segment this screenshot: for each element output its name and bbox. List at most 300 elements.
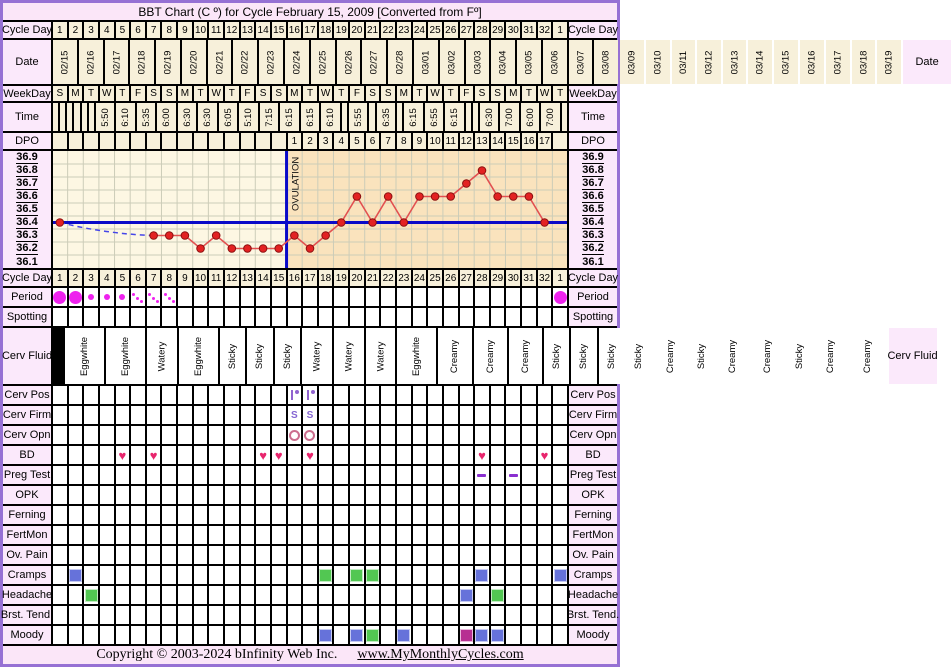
spotting-cell	[522, 308, 536, 326]
cerv_firm-cell	[506, 406, 520, 424]
cerv_firm-cell	[460, 406, 474, 424]
time-value: 6:30	[202, 107, 213, 127]
cerv_pos-cell	[84, 386, 98, 404]
cerv_pos-cell	[475, 386, 489, 404]
preg_test-cell	[350, 466, 364, 484]
opk-cell	[506, 486, 520, 504]
brst_tend-cell	[241, 606, 255, 624]
cerv_opn-cell	[413, 426, 427, 444]
row-cerv_pos	[3, 386, 617, 404]
time-value: 6:55	[428, 107, 440, 127]
cerv_firm-cell	[334, 406, 348, 424]
ferning-cell	[460, 506, 474, 524]
time-value: 6:10	[325, 107, 336, 127]
row-label-fertmon: FertMon	[3, 526, 51, 544]
opk-cell	[241, 486, 255, 504]
cramps-cell	[553, 566, 567, 584]
moody-cell	[522, 626, 536, 644]
cerv_opn-cell	[444, 426, 458, 444]
temp-point	[165, 232, 173, 240]
ov_pain-cell	[194, 546, 208, 564]
fertmon-cell	[225, 526, 239, 544]
cycle-day-top-cell: 7	[147, 22, 161, 38]
cycle-day-bottom-cell: 5	[116, 270, 130, 286]
cramps-cell	[178, 566, 192, 584]
preg_test-cell	[194, 466, 208, 484]
row-moody	[3, 626, 617, 644]
weekday-cell: M	[397, 86, 411, 101]
bd-cell	[131, 446, 145, 464]
date-cell	[130, 40, 154, 84]
headache-cell	[209, 586, 223, 604]
cerv_pos-cell	[209, 386, 223, 404]
date-cell	[672, 40, 695, 84]
cycle-day-top-cell: 18	[319, 22, 333, 38]
ferning-cell	[209, 506, 223, 524]
date-value: 03/18	[857, 50, 869, 74]
row-label-ov_pain: Ov. Pain	[569, 546, 617, 564]
row-label-opk: OPK	[569, 486, 617, 504]
opk-cell	[428, 486, 442, 504]
cerv_opn-cell	[506, 426, 520, 444]
cramps-cell	[413, 566, 427, 584]
brst_tend-cell	[491, 606, 505, 624]
date-cell	[182, 40, 206, 84]
date-value: 02/28	[394, 50, 406, 74]
cerv_fluid-cell	[106, 328, 145, 384]
row-label-headache: Headache	[569, 586, 617, 604]
cerv_pos-cell	[460, 386, 474, 404]
date-value: 03/03	[471, 50, 483, 74]
moody-cell	[475, 626, 489, 644]
headache-cell	[256, 586, 270, 604]
symptom-square-icon	[320, 630, 331, 641]
cycle-day-top-cell: 9	[178, 22, 192, 38]
time-value: 6:10	[120, 107, 131, 127]
bd-cell	[53, 446, 67, 464]
moody-cell	[319, 626, 333, 644]
date-cell	[53, 40, 77, 84]
headache-cell	[69, 586, 83, 604]
dpo-cell	[162, 133, 176, 149]
temp-axis	[569, 151, 617, 268]
cycle-day-top-cell: 22	[381, 22, 395, 38]
preg_test-cell	[381, 466, 395, 484]
weekday-cell: F	[460, 86, 474, 101]
period-cell	[506, 288, 520, 306]
row-label-cramps: Cramps	[569, 566, 617, 584]
opk-cell	[147, 486, 161, 504]
cerv_fluid-value: Creamy	[762, 339, 774, 373]
temp-tick-label: 36.7	[16, 177, 38, 189]
fertmon-cell	[334, 526, 348, 544]
fertmon-cell	[538, 526, 552, 544]
moody-cell	[241, 626, 255, 644]
ferning-cell	[69, 506, 83, 524]
cerv_firm-cell	[225, 406, 239, 424]
temp-point	[369, 219, 377, 227]
cerv_opn-cell	[178, 426, 192, 444]
ferning-cell	[194, 506, 208, 524]
temp-point	[478, 167, 486, 175]
time-value: 6:05	[222, 107, 234, 127]
date-value: 02/24	[291, 50, 303, 74]
spotting-cell	[506, 308, 520, 326]
date-cell	[233, 40, 257, 84]
ov_pain-cell	[100, 546, 114, 564]
temp-point	[322, 232, 330, 240]
headache-cell	[506, 586, 520, 604]
fertmon-cell	[319, 526, 333, 544]
date-value: 03/09	[626, 50, 638, 74]
ferning-cell	[319, 506, 333, 524]
cramps-cell	[381, 566, 395, 584]
brst_tend-cell	[381, 606, 395, 624]
brst_tend-cell	[116, 606, 130, 624]
cramps-cell	[272, 566, 286, 584]
cramps-cell	[506, 566, 520, 584]
row-weekday	[3, 86, 617, 101]
date-value: 03/16	[806, 50, 818, 74]
cycle-day-bottom-cell: 14	[256, 270, 270, 286]
preg_test-cell	[460, 466, 474, 484]
brst_tend-cell	[350, 606, 364, 624]
moody-cell	[350, 626, 364, 644]
temp-point	[353, 193, 361, 201]
weekday-cell: S	[147, 86, 161, 101]
ferning-cell	[413, 506, 427, 524]
cerv_firm-cell	[84, 406, 98, 424]
time-cell	[198, 103, 217, 131]
opk-cell	[444, 486, 458, 504]
ov_pain-cell	[178, 546, 192, 564]
moody-cell	[491, 626, 505, 644]
cerv_firm-cell	[209, 406, 223, 424]
cerv_opn-cell	[272, 426, 286, 444]
preg_test-cell	[303, 466, 317, 484]
period-cell	[366, 288, 380, 306]
bd-cell	[350, 446, 364, 464]
temp-tick-label: 36.3	[582, 229, 604, 241]
fertmon-cell	[178, 526, 192, 544]
date-cell	[697, 40, 721, 84]
weekday-cell: T	[303, 86, 317, 101]
spotting-cell	[303, 308, 317, 326]
fertmon-cell	[506, 526, 520, 544]
date-cell	[337, 40, 361, 84]
period-cell	[381, 288, 395, 306]
cerv_fluid-value: Sticky	[281, 343, 293, 369]
cramps-cell	[69, 566, 83, 584]
bd-cell	[209, 446, 223, 464]
weekday-cell: T	[116, 86, 130, 101]
period-cell	[538, 288, 552, 306]
opk-cell	[475, 486, 489, 504]
spotting-cell	[381, 308, 395, 326]
cerv_firm-value: S	[291, 409, 298, 421]
time-cell	[480, 103, 499, 131]
preg_test-cell	[288, 466, 302, 484]
preg_test-cell	[162, 466, 176, 484]
ovulation-label: OVULATION	[290, 156, 302, 211]
time-cell	[239, 103, 258, 131]
symptom-square-icon	[70, 570, 81, 581]
cerv_fluid-value: Watery	[343, 341, 355, 371]
spotting-cell	[131, 308, 145, 326]
date-cell	[388, 40, 412, 84]
preg_test-cell	[147, 466, 161, 484]
headache-cell	[381, 586, 395, 604]
temp-tick-label: 36.1	[16, 255, 38, 268]
fertmon-cell	[475, 526, 489, 544]
ov_pain-cell	[475, 546, 489, 564]
brst_tend-cell	[303, 606, 317, 624]
moody-cell	[178, 626, 192, 644]
spotting-cell	[53, 308, 67, 326]
bd-cell	[522, 446, 536, 464]
fertmon-cell	[288, 526, 302, 544]
moody-cell	[256, 626, 270, 644]
time-cell	[280, 103, 299, 131]
ov_pain-cell	[53, 546, 67, 564]
preg_test-cell	[475, 466, 489, 484]
spotting-cell	[241, 308, 255, 326]
brst_tend-cell	[178, 606, 192, 624]
cramps-cell	[162, 566, 176, 584]
symptom-square-icon	[367, 630, 378, 641]
cerv_opn-cell	[53, 426, 67, 444]
cerv_pos-cell	[538, 386, 552, 404]
ov_pain-cell	[288, 546, 302, 564]
dpo-cell: 13	[475, 133, 489, 149]
ferning-cell	[538, 506, 552, 524]
ferning-cell	[100, 506, 114, 524]
ov_pain-cell	[162, 546, 176, 564]
cycle-day-top-cell: 24	[413, 22, 427, 38]
cerv_fluid-cell	[65, 328, 104, 384]
brst_tend-cell	[131, 606, 145, 624]
brst_tend-cell	[147, 606, 161, 624]
weekday-cell: T	[194, 86, 208, 101]
dpo-cell	[241, 133, 255, 149]
time-cell	[219, 103, 238, 131]
opk-cell	[162, 486, 176, 504]
site-link[interactable]: www.MyMonthlyCycles.com	[357, 647, 524, 662]
opk-cell	[100, 486, 114, 504]
period-cell	[522, 288, 536, 306]
opk-cell	[209, 486, 223, 504]
ov_pain-cell	[381, 546, 395, 564]
headache-cell	[553, 586, 567, 604]
row-cerv_fluid	[1, 328, 938, 384]
cerv_pos-cell	[303, 386, 317, 404]
cycle-day-top-cell: 13	[241, 22, 255, 38]
ov_pain-cell	[491, 546, 505, 564]
date-cell	[620, 40, 644, 84]
bbt-plot	[53, 151, 567, 268]
bd-cell	[303, 446, 317, 464]
date-cell	[826, 40, 850, 84]
cerv_firm-cell	[100, 406, 114, 424]
cerv_pos-cell	[131, 386, 145, 404]
preg_test-cell	[444, 466, 458, 484]
cramps-cell	[538, 566, 552, 584]
weekday-cell: S	[381, 86, 395, 101]
cerv_firm-cell	[366, 406, 380, 424]
cramps-cell	[241, 566, 255, 584]
dpo-cell: 15	[506, 133, 520, 149]
weekday-cell: W	[209, 86, 223, 101]
preg_test-cell	[428, 466, 442, 484]
period-cell	[69, 288, 83, 306]
ferning-cell	[491, 506, 505, 524]
cerv_opn-cell	[256, 426, 270, 444]
bd-cell	[147, 446, 161, 464]
cerv_firm-cell	[194, 406, 208, 424]
weekday-cell: S	[272, 86, 286, 101]
row-label-cerv_firm: Cerv Firm	[569, 406, 617, 424]
row-label-preg_test: Preg Test	[3, 466, 51, 484]
ov_pain-cell	[397, 546, 411, 564]
row-label-brst_tend: Brst. Tend.	[3, 606, 51, 624]
cerv_firm-cell	[553, 406, 567, 424]
cycle-day-top-cell: 1	[553, 22, 567, 38]
temp-point	[416, 193, 424, 201]
cerv_fluid-cell	[689, 328, 714, 384]
cycle-day-top-cell: 17	[303, 22, 317, 38]
opk-cell	[538, 486, 552, 504]
ov_pain-cell	[303, 546, 317, 564]
cycle-day-bottom-cell: 13	[241, 270, 255, 286]
ov_pain-cell	[116, 546, 130, 564]
date-value: 02/15	[59, 50, 71, 74]
dpo-cell: 7	[381, 133, 395, 149]
spotting-cell	[538, 308, 552, 326]
ferning-cell	[303, 506, 317, 524]
row-cerv_firm	[3, 406, 617, 424]
cerv_fluid-value: Watery	[156, 341, 168, 371]
bd-cell	[116, 446, 130, 464]
row-cramps	[3, 566, 617, 584]
period-cell	[100, 288, 114, 306]
bd-cell	[491, 446, 505, 464]
cervix-open-icon	[289, 430, 300, 441]
weekday-cell: T	[444, 86, 458, 101]
weekday-cell: S	[53, 86, 67, 101]
row-period	[3, 288, 617, 306]
row-label-cerv_pos: Cerv Pos	[569, 386, 617, 404]
spotting-cell	[256, 308, 270, 326]
cycle-day-bottom-cell: 29	[491, 270, 505, 286]
cerv_opn-cell	[241, 426, 255, 444]
headache-cell	[116, 586, 130, 604]
cerv_opn-cell	[475, 426, 489, 444]
period-cell	[241, 288, 255, 306]
date-cell	[208, 40, 232, 84]
opk-cell	[334, 486, 348, 504]
fertmon-cell	[84, 526, 98, 544]
cerv_fluid-cell	[438, 328, 471, 384]
cramps-cell	[319, 566, 333, 584]
bd-cell	[194, 446, 208, 464]
dpo-cell: 2	[303, 133, 317, 149]
headache-cell	[491, 586, 505, 604]
symptom-square-icon	[476, 570, 487, 581]
cerv_fluid-value: Sticky	[695, 343, 707, 369]
cerv_pos-cell	[272, 386, 286, 404]
temp-tick-label: 36.1	[582, 255, 604, 268]
brst_tend-cell	[444, 606, 458, 624]
cerv_firm-cell	[53, 406, 67, 424]
cerv_firm-cell	[303, 406, 317, 424]
cycle-day-top-cell: 21	[366, 22, 380, 38]
temp-point	[337, 219, 345, 227]
preg_test-cell	[413, 466, 427, 484]
time-cell	[377, 103, 396, 131]
moody-cell	[303, 626, 317, 644]
cerv_firm-cell	[178, 406, 192, 424]
cycle-day-top-cell: 11	[209, 22, 223, 38]
brst_tend-cell	[319, 606, 333, 624]
ov_pain-cell	[460, 546, 474, 564]
dpo-cell: 9	[413, 133, 427, 149]
headache-cell	[538, 586, 552, 604]
cycle-day-bottom-cell: 6	[131, 270, 145, 286]
period-cell	[225, 288, 239, 306]
row-label-cerv_fluid: Cerv Fluid	[889, 328, 937, 384]
cerv_fluid-cell	[571, 328, 596, 384]
moody-cell	[209, 626, 223, 644]
bd-cell	[381, 446, 395, 464]
dpo-cell: 14	[491, 133, 505, 149]
cerv_pos-cell	[53, 386, 67, 404]
weekday-cell: M	[69, 86, 83, 101]
cerv_pos-cell	[553, 386, 567, 404]
date-cell	[646, 40, 670, 84]
cerv_opn-cell	[116, 426, 130, 444]
cerv_fluid-value: Sticky	[551, 343, 563, 369]
date-cell	[543, 40, 567, 84]
spotting-cell	[209, 308, 223, 326]
moody-cell	[334, 626, 348, 644]
moody-cell	[413, 626, 427, 644]
cramps-cell	[350, 566, 364, 584]
weekday-cell: F	[131, 86, 145, 101]
period-cell	[350, 288, 364, 306]
cycle-day-bottom-cell: 30	[506, 270, 520, 286]
dpo-cell: 1	[288, 133, 302, 149]
bbt-plot-area	[53, 151, 567, 268]
fertmon-cell	[350, 526, 364, 544]
ferning-cell	[241, 506, 255, 524]
fertmon-cell	[116, 526, 130, 544]
temp-point	[275, 245, 283, 253]
period-cell	[428, 288, 442, 306]
fertmon-cell	[194, 526, 208, 544]
cerv_pos-cell	[194, 386, 208, 404]
date-value: 03/14	[754, 50, 766, 74]
time-cell	[342, 103, 347, 131]
period-cell	[194, 288, 208, 306]
spotting-cell	[178, 308, 192, 326]
intercourse-heart-icon: ♥	[149, 447, 158, 463]
headache-cell	[428, 586, 442, 604]
cerv_fluid-cell	[247, 328, 272, 384]
row-label-cerv_fluid: Cerv Fluid	[3, 328, 51, 384]
temp-tick-label: 36.5	[582, 203, 604, 215]
cycle-day-bottom-cell: 16	[288, 270, 302, 286]
moody-cell	[147, 626, 161, 644]
